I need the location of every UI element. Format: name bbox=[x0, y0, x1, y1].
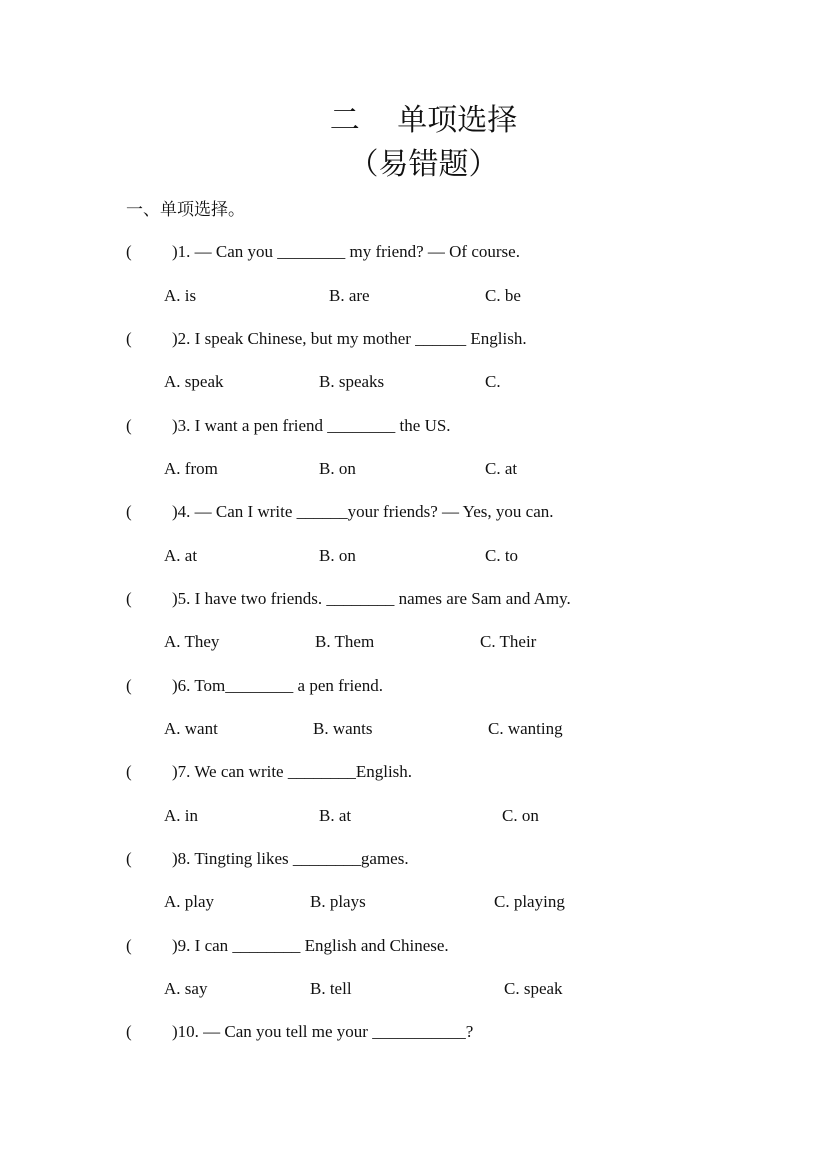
option-b: B. plays bbox=[310, 892, 366, 911]
question-stem: )2. I speak Chinese, but my mother ______ English. bbox=[172, 329, 527, 348]
option-b: B. are bbox=[329, 286, 370, 305]
question-9 bbox=[126, 936, 449, 956]
option-a: A. want bbox=[164, 719, 218, 738]
question-1 bbox=[126, 242, 520, 262]
option-b: B. Them bbox=[315, 632, 375, 651]
option-c: C. playing bbox=[494, 892, 565, 911]
question-6 bbox=[126, 676, 383, 696]
option-c: C. speak bbox=[504, 979, 563, 998]
question-stem: )10. — Can you tell me your ___________? bbox=[172, 1022, 474, 1041]
option-c: C. Their bbox=[480, 632, 537, 651]
answer-blank[interactable]: ( bbox=[126, 1022, 132, 1041]
option-a: A. from bbox=[164, 459, 218, 478]
option-b: B. speaks bbox=[319, 372, 385, 391]
option-b: B. on bbox=[319, 459, 356, 478]
question-4 bbox=[126, 502, 554, 522]
option-c: C. on bbox=[502, 806, 539, 825]
option-b: B. on bbox=[319, 546, 356, 565]
question-stem: )7. We can write ________English. bbox=[172, 762, 413, 781]
question-stem: )8. Tingting likes ________games. bbox=[172, 849, 409, 868]
option-c: C. bbox=[485, 372, 501, 391]
option-b: B. wants bbox=[313, 719, 373, 738]
option-a: A. play bbox=[164, 892, 215, 911]
answer-blank[interactable]: ( bbox=[126, 329, 132, 348]
question-7 bbox=[126, 762, 412, 782]
option-c: C. be bbox=[485, 286, 521, 305]
answer-blank[interactable]: ( bbox=[126, 762, 132, 781]
question-stem: )1. — Can you ________ my friend? — Of course. bbox=[172, 242, 520, 261]
page-title: 二 单项选择 bbox=[329, 104, 518, 137]
option-b: B. at bbox=[319, 806, 352, 825]
question-3 bbox=[126, 416, 451, 436]
question-5 bbox=[126, 589, 571, 609]
question-10 bbox=[126, 1022, 473, 1042]
question-stem: )3. I want a pen friend ________ the US. bbox=[172, 416, 451, 435]
question-stem: )6. Tom________ a pen friend. bbox=[172, 676, 383, 695]
answer-blank[interactable]: ( bbox=[126, 676, 132, 695]
question-2 bbox=[126, 329, 527, 349]
answer-blank[interactable]: ( bbox=[126, 416, 132, 435]
answer-blank[interactable]: ( bbox=[126, 936, 132, 955]
section-heading: 一、单项选择。 bbox=[126, 200, 245, 219]
question-stem: )4. — Can I write ______your friends? — Yes, you can. bbox=[172, 502, 554, 521]
option-a: A. They bbox=[164, 632, 220, 651]
answer-blank[interactable]: ( bbox=[126, 849, 132, 868]
answer-blank[interactable]: ( bbox=[126, 242, 132, 261]
answer-blank[interactable]: ( bbox=[126, 502, 132, 521]
option-c: C. wanting bbox=[488, 719, 563, 738]
option-a: A. say bbox=[164, 979, 208, 998]
option-a: A. at bbox=[164, 546, 198, 565]
option-c: C. to bbox=[485, 546, 519, 565]
option-a: A. speak bbox=[164, 372, 224, 391]
page-subtitle: （易错题） bbox=[348, 148, 499, 181]
question-stem: )9. I can ________ English and Chinese. bbox=[172, 936, 449, 955]
option-b: B. tell bbox=[310, 979, 352, 998]
question-stem: )5. I have two friends. ________ names are Sam and Amy. bbox=[172, 589, 571, 608]
answer-blank[interactable]: ( bbox=[126, 589, 132, 608]
question-8 bbox=[126, 849, 409, 869]
option-c: C. at bbox=[485, 459, 518, 478]
option-a: A. is bbox=[164, 286, 197, 305]
option-a: A. in bbox=[164, 806, 198, 825]
